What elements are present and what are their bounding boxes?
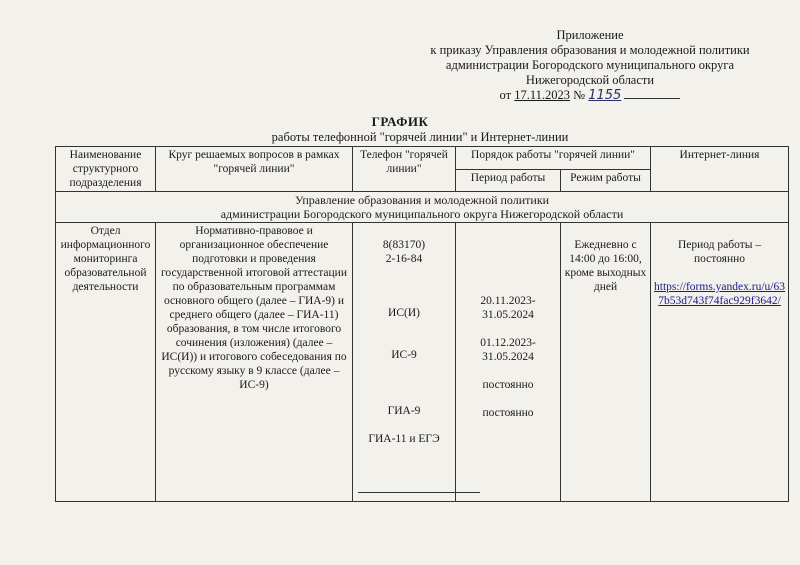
col-mode-header: Режим работы [561, 169, 651, 192]
period-cell [456, 223, 561, 502]
organization-row [56, 192, 789, 223]
schedule-table [55, 146, 789, 502]
col-period-header: Период работы [456, 169, 561, 192]
internet-link[interactable]: https://forms.yandex.ru/u/637b53d743f74fac929f3642/ [654, 281, 785, 307]
order-number: 1155 [588, 88, 622, 103]
organization-name [56, 192, 789, 223]
document-subtitle: работы телефонной "горячей линии" и Интернет-линии [271, 130, 569, 144]
table-row [56, 223, 789, 502]
document-title: ГРАФИК [371, 114, 429, 129]
phone-code: 8(83170) [382, 239, 426, 251]
col-questions-header: Круг решаемых вопросов в рамках "горячей линии" [156, 147, 353, 192]
entry-period-4: постоянно [482, 407, 534, 419]
internet-period: Период работы – постоянно [677, 239, 762, 265]
number-underline [624, 98, 680, 99]
appendix-header [390, 28, 790, 103]
entry-period-1: 20.11.2023-31.05.2024 [480, 295, 536, 321]
administration-name: администрации Богородского муниципального округа [445, 58, 735, 72]
number-prefix: № [573, 88, 586, 102]
phone-number: 2-16-84 [385, 253, 423, 265]
col-order-header: Порядок работы "горячей линии" [456, 147, 651, 170]
entry-label-4: ГИА-11 и ЕГЭ [368, 433, 440, 445]
unit-cell: Отдел информационного мониторинга образовательной деятельности [56, 223, 156, 502]
questions-cell: Нормативно-правовое и организационное обеспечение подготовки и проведения государственной итоговой аттестации по образовательным программам основного общего (далее – ГИА-9) и среднего общего (далее – ГИА-11) образования, в том числе итогового сочинения (изложения) (далее – ИС(И)) и итогового собеседования по русскому языку в 9 классе (далее – ИС-9) [156, 223, 353, 502]
order-date: 17.11.2023 [514, 88, 571, 102]
organization-line-2: администрации Богородского муниципального округа Нижегородской области [220, 207, 624, 221]
date-prefix: от [499, 88, 512, 102]
bottom-divider [358, 492, 480, 493]
phone-cell [353, 223, 456, 502]
order-reference: к приказу Управления образования и молодежной политики [430, 43, 750, 57]
appendix-label: Приложение [556, 28, 624, 42]
internet-cell [651, 223, 789, 502]
header-row [56, 147, 789, 170]
work-mode: Ежедневно с 14:00 до 16:00, кроме выходных дней [564, 239, 647, 293]
col-unit-header: Наименование структурного подразделения [56, 147, 156, 192]
entry-period-2: 01.12.2023-31.05.2024 [480, 337, 536, 363]
entry-label-2: ИС-9 [391, 349, 417, 361]
col-phone-header: Телефон "горячей линии" [353, 147, 456, 192]
entry-label-3: ГИА-9 [387, 405, 421, 417]
entry-period-3: постоянно [482, 379, 534, 391]
entry-label-1: ИС(И) [388, 307, 420, 319]
mode-cell [561, 223, 651, 502]
region-name: Нижегородской области [525, 73, 655, 87]
col-internet-header: Интернет-линия [651, 147, 789, 192]
organization-line-1: Управление образования и молодежной политики [294, 193, 550, 207]
order-date-line [390, 88, 790, 103]
